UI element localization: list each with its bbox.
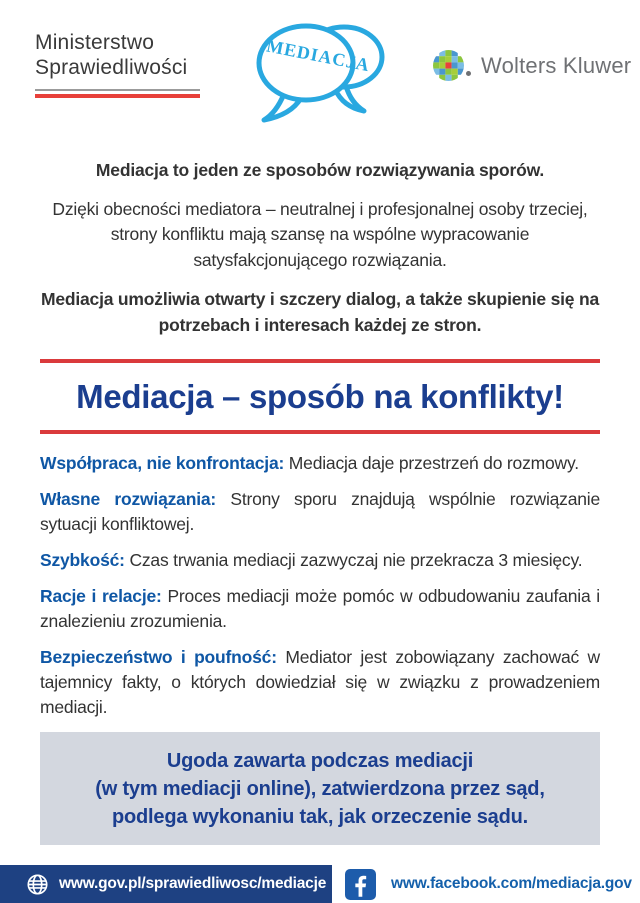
feature-item xyxy=(40,487,600,537)
feature-text: Proces mediacji może pomóc w odbudowaniu zaufania i znalezieniu zrozumienia. xyxy=(40,586,600,631)
footer xyxy=(0,865,640,903)
feature-lead: Własne rozwiązania: xyxy=(40,489,217,509)
feature-item xyxy=(40,451,600,476)
gov-url-bar xyxy=(0,865,332,903)
intro-paragraph-2: Dzięki obecności mediatora – neutralnej i profesjonalnej osoby trzeciej, strony konfliktu mają szansę na wspólne wypracowanie satysfakcjonującego rozwiązania. xyxy=(52,198,588,270)
globe-icon xyxy=(26,873,49,896)
highlight-box xyxy=(40,732,600,845)
red-rule-bottom xyxy=(40,430,600,434)
feature-text: Mediator jest zobowiązany zachować w tajemnicy fakty, o których dowiedział się w związku z prowadzeniem mediacji. xyxy=(40,647,600,717)
ministry-name-line1: Ministerstwo xyxy=(35,31,155,54)
feature-item xyxy=(40,645,600,720)
feature-text: Mediacja daje przestrzeń do rozmowy. xyxy=(288,453,579,473)
feature-item xyxy=(40,584,600,634)
highlight-line-3: podlega wykonaniu tak, jak orzeczenie sądu. xyxy=(112,806,528,828)
features-section xyxy=(40,451,600,720)
feature-item xyxy=(40,548,600,573)
speech-bubble-icon xyxy=(250,12,390,130)
ministry-name-line2: Sprawiedliwości xyxy=(35,56,188,79)
header xyxy=(0,0,640,150)
flag-red-stripe xyxy=(35,94,200,98)
intro-paragraph-1: Mediacja to jeden ze sposobów rozwiązywania sporów. xyxy=(95,160,545,180)
facebook-icon xyxy=(345,869,376,900)
highlight-line-2: (w tym mediacji online), zatwierdzona przez sąd, xyxy=(95,778,545,800)
wolters-kluwer-mosaic-icon xyxy=(433,50,464,81)
intro-section xyxy=(34,158,606,338)
wolters-kluwer-logo xyxy=(433,50,631,81)
mediacja-logo-text: MEDIACJA xyxy=(264,35,372,76)
red-rule-top xyxy=(40,359,600,363)
ministry-logo xyxy=(35,30,200,98)
intro-paragraph-3: Mediacja umożliwia otwarty i szczery dialog, a także skupienie się na potrzebach i interesach każdej ze stron. xyxy=(40,289,600,335)
feature-text: Czas trwania mediacji zazwyczaj nie przekracza 3 miesięcy. xyxy=(129,550,583,570)
highlight-line-1: Ugoda zawarta podczas mediacji xyxy=(166,750,474,772)
feature-lead: Bezpieczeństwo i poufność: xyxy=(40,647,277,667)
page-title: Mediacja – sposób na konflikty! xyxy=(76,378,564,415)
gov-url-link[interactable]: www.gov.pl/sprawiedliwosc/mediacje xyxy=(59,875,327,892)
wolters-kluwer-period xyxy=(466,71,471,76)
feature-text: Strony sporu znajdują wspólnie rozwiązanie sytuacji konfliktowej. xyxy=(40,489,600,534)
feature-lead: Szybkość: xyxy=(40,550,125,570)
feature-lead: Współpraca, nie konfrontacja: xyxy=(40,453,285,473)
facebook-url-link[interactable]: www.facebook.com/mediacja.gov xyxy=(391,875,632,892)
feature-lead: Racje i relacje: xyxy=(40,586,162,606)
polish-flag-underline xyxy=(35,89,200,98)
wolters-kluwer-wordmark: Wolters Kluwer xyxy=(481,52,632,78)
facebook-link-group xyxy=(345,868,632,900)
flag-white-stripe xyxy=(35,89,200,91)
mediacja-speech-bubble-logo xyxy=(250,12,390,135)
ministry-name xyxy=(35,30,200,80)
